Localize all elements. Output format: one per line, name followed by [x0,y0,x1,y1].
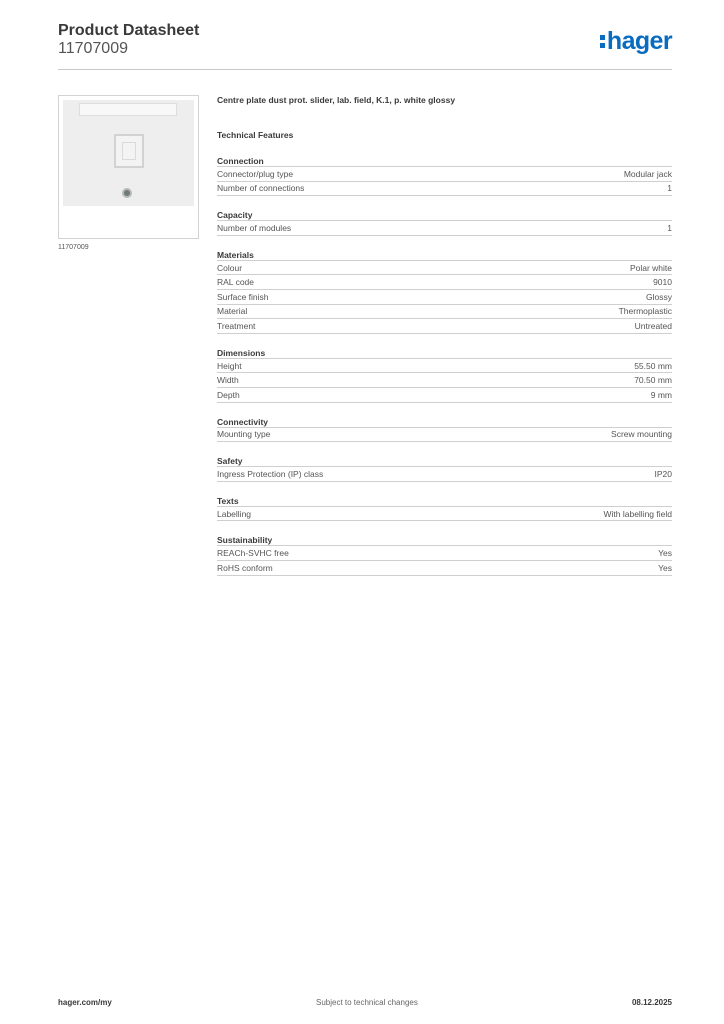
spec-label: RAL code [217,277,255,288]
spec-row [217,428,672,443]
spec-value: 1 [667,222,672,233]
spec-row [217,373,672,388]
spec-value: Screw mounting [611,429,672,440]
spec-label: Treatment [217,320,256,331]
section-title: Connectivity [217,417,672,428]
spec-value: 1 [667,183,672,194]
spec-row [217,221,672,236]
spec-value: 70.50 mm [634,375,672,386]
spec-label: Depth [217,389,240,400]
product-name: Centre plate dust prot. slider, lab. field, K.1, p. white glossy [217,95,456,105]
spec-value: 55.50 mm [634,360,672,371]
article-number: 11707009 [58,40,128,57]
logo-dots-icon [600,35,605,48]
specification-panel [217,95,672,576]
spec-value: 9010 [653,277,672,288]
spec-label: Mounting type [217,429,271,440]
spec-section [217,456,672,482]
spec-label: Colour [217,262,243,273]
spec-value: Polar white [629,262,672,273]
spec-row [217,467,672,482]
spec-label: Number of modules [217,222,292,233]
section-title: Dimensions [217,348,672,359]
spec-label: Connector/plug type [217,168,294,179]
spec-value: With labelling field [603,508,672,519]
spec-label: Labelling [217,508,252,519]
spec-row [217,290,672,305]
spec-value: Modular jack [623,168,672,179]
image-caption: 11707009 [58,244,89,251]
spec-value: Untreated [634,320,672,331]
spec-row [217,388,672,403]
section-title: Materials [217,250,672,261]
spec-row [217,275,672,290]
spec-label: Number of connections [217,183,305,194]
spec-section [217,156,672,196]
modular-jack-illustration [114,134,144,168]
section-title: Connection [217,156,672,167]
product-image [58,95,199,239]
spec-value: IP20 [654,468,672,479]
logo-text: hager [606,26,672,55]
spec-label: REACh-SVHC free [217,548,289,559]
footer-date: 08.12.2025 [631,998,672,1007]
spec-sections [217,156,672,576]
centre-plate-illustration [63,100,194,206]
spec-label: Width [217,375,239,386]
spec-row [217,359,672,374]
spec-label: Surface finish [217,291,269,302]
page-header [58,22,672,70]
dust-slider-knob-illustration [122,188,132,198]
spec-value: Glossy [646,291,672,302]
spec-row [217,561,672,576]
footer-note: Subject to technical changes [316,998,418,1007]
spec-label: Ingress Protection (IP) class [217,468,324,479]
technical-features-title: Technical Features [217,130,294,140]
spec-label: RoHS conform [217,562,273,573]
section-title: Capacity [217,210,672,221]
spec-row [217,167,672,182]
spec-section [217,417,672,443]
spec-section [217,496,672,522]
spec-row [217,261,672,276]
labelling-field-illustration [79,103,177,116]
spec-label: Height [217,360,242,371]
spec-row [217,319,672,334]
spec-section [217,210,672,236]
spec-value: 9 mm [650,389,672,400]
hager-logo [600,27,672,55]
spec-label: Material [217,306,248,317]
page-footer [58,998,672,1010]
spec-section [217,250,672,334]
footer-website: hager.com/my [58,998,112,1007]
spec-row [217,507,672,522]
document-title: Product Datasheet [58,22,200,39]
section-title: Texts [217,496,672,507]
spec-section [217,535,672,575]
section-title: Safety [217,456,672,467]
spec-value: Yes [658,562,672,573]
spec-value: Thermoplastic [618,306,672,317]
section-title: Sustainability [217,535,672,546]
spec-section [217,348,672,403]
spec-value: Yes [658,548,672,559]
spec-row [217,305,672,320]
spec-row [217,182,672,197]
spec-row [217,546,672,561]
